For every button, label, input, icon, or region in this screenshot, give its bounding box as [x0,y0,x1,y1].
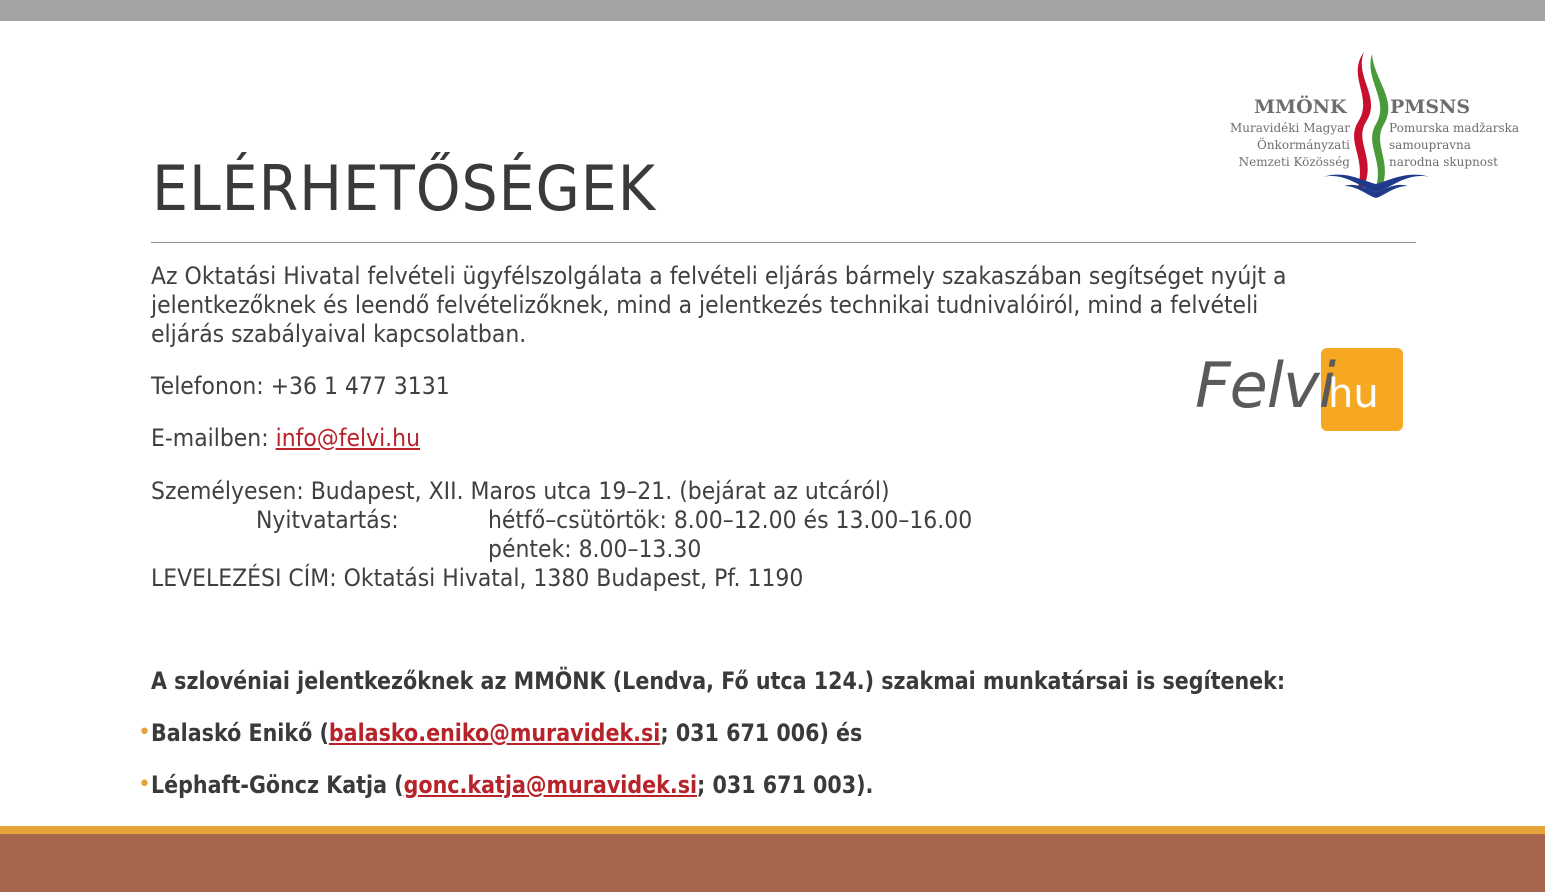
phone-line: Telefonon: +36 1 477 3131 [151,372,450,400]
mmonk-logo [1226,52,1526,202]
felvi-word: Felvi [1195,349,1335,422]
felvi-logo [1195,345,1405,433]
contact-phone: ; 031 671 003). [697,771,874,799]
contact-name: Léphaft-Göncz Katja ( [151,771,404,799]
bullet-dot: • [138,720,151,745]
personal-visit-line: Személyesen: Budapest, XII. Maros utca 19–21. (bejárat az utcáról) [151,477,890,505]
pmsns-fullname: Pomurska madžarska samoupravna narodna skupnost [1389,121,1520,169]
mmonk-abbrev: MMÖNK [1254,96,1347,118]
contact-item [151,771,873,800]
email-line [151,424,420,453]
opening-hours-friday: péntek: 8.00–13.30 [488,535,702,563]
page-title: ELÉRHETŐSÉGEK [152,152,657,225]
contact-phone: ; 031 671 006) és [660,719,863,747]
top-bar [0,0,1545,21]
title-divider [151,242,1416,243]
accent-line [0,826,1545,834]
email-label: E-mailben: [151,424,276,452]
intro-line: Az Oktatási Hivatal felvételi ügyfélszolgálata a felvételi eljárás bármely szakaszában segítséget nyújt a [151,262,1287,290]
postal-address-line: LEVELEZÉSI CÍM: Oktatási Hivatal, 1380 Budapest, Pf. 1190 [151,564,804,592]
intro-paragraph [151,262,1286,349]
intro-line: jelentkezőknek és leendő felvételizőknek, mind a jelentkezés technikai tudnivalóiról, mind a felvételi [151,291,1259,319]
contact-email-link[interactable]: gonc.katja@muravidek.si [403,771,698,799]
felvi-hu-text: hu [1328,371,1379,417]
opening-hours-weekdays: hétfő–csütörtök: 8.00–12.00 és 13.00–16.00 [488,506,973,534]
intro-line: eljárás szabályaival kapcsolatban. [151,320,527,348]
contact-name: Balaskó Enikő ( [151,719,329,747]
contact-email-link[interactable]: balasko.eniko@muravidek.si [328,719,661,747]
bottom-bar [0,834,1545,892]
email-link[interactable]: info@felvi.hu [275,424,421,452]
bullet-dot: • [138,772,151,797]
opening-hours-label: Nyitvatartás: [256,506,399,534]
mmonk-fullname: Muravidéki Magyar Önkormányzati Nemzeti Közösség [1229,121,1350,169]
slovenia-heading: A szlovéniai jelentkezőknek az MMÖNK (Lendva, Fő utca 124.) szakmai munkatársai is segítenek: [151,667,1286,695]
pmsns-abbrev: PMSNS [1390,96,1471,118]
contact-item [151,719,862,748]
